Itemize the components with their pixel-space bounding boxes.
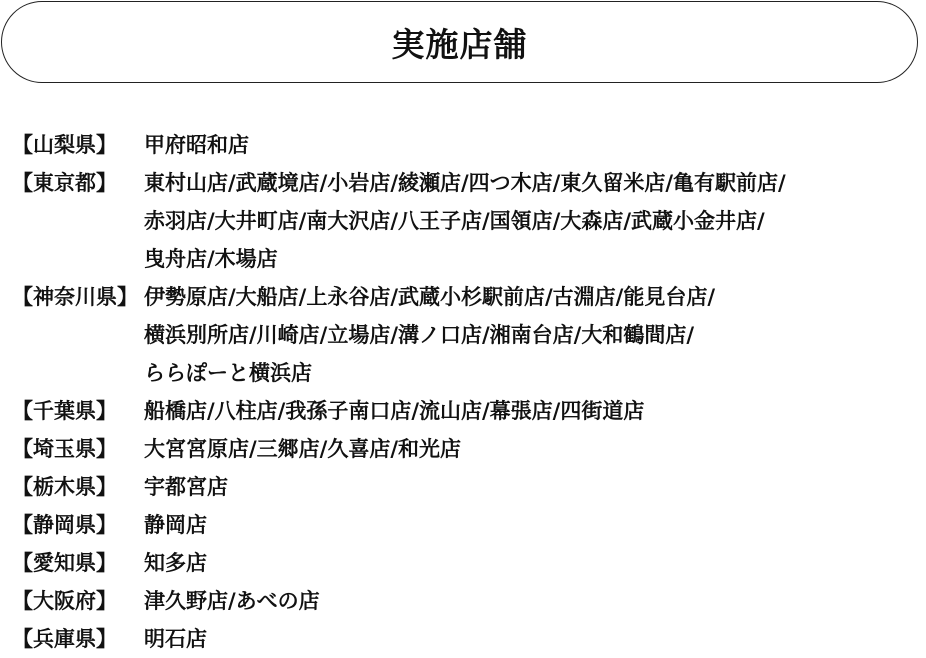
store-line: 静岡店 [144, 513, 207, 537]
title-banner [1, 1, 918, 83]
store-line: 横浜別所店/川崎店/立場店/溝ノ口店/湘南台店/大和鶴間店/ [144, 323, 695, 347]
store-names [144, 506, 924, 544]
region-row-yamanashi [12, 126, 924, 164]
store-names [144, 392, 924, 430]
store-line: 船橋店/八柱店/我孫子南口店/流山店/幕張店/四街道店 [144, 399, 645, 423]
store-names [144, 620, 924, 658]
store-names [144, 278, 924, 392]
prefecture-label: 【山梨県】 [12, 133, 117, 157]
store-line: 甲府昭和店 [144, 133, 249, 157]
prefecture-label: 【愛知県】 [12, 551, 117, 575]
store-list [12, 126, 924, 658]
region-row-hyogo [12, 620, 924, 658]
prefecture-label: 【静岡県】 [12, 513, 117, 537]
store-names [144, 126, 924, 164]
store-names [144, 468, 924, 506]
store-line: 明石店 [144, 627, 207, 651]
store-line: 東村山店/武蔵境店/小岩店/綾瀬店/四つ木店/東久留米店/亀有駅前店/ [144, 171, 786, 195]
prefecture-label: 【大阪府】 [12, 589, 117, 613]
prefecture-label: 【神奈川県】 [12, 285, 138, 309]
store-line: 津久野店/あべの店 [144, 589, 320, 613]
store-line: 赤羽店/大井町店/南大沢店/八王子店/国領店/大森店/武蔵小金井店/ [144, 209, 765, 233]
store-line: ららぽーと横浜店 [144, 361, 312, 385]
prefecture-label: 【千葉県】 [12, 399, 117, 423]
prefecture-label: 【兵庫県】 [12, 627, 117, 651]
region-row-saitama [12, 430, 924, 468]
region-row-chiba [12, 392, 924, 430]
region-row-aichi [12, 544, 924, 582]
region-row-kanagawa [12, 278, 924, 392]
store-names [144, 544, 924, 582]
store-names [144, 582, 924, 620]
prefecture-label: 【埼玉県】 [12, 437, 117, 461]
region-row-tochigi [12, 468, 924, 506]
store-names [144, 164, 924, 278]
prefecture-label: 【東京都】 [12, 171, 117, 195]
store-line: 伊勢原店/大船店/上永谷店/武蔵小杉駅前店/古淵店/能見台店/ [144, 285, 716, 309]
region-row-osaka [12, 582, 924, 620]
store-line: 大宮宮原店/三郷店/久喜店/和光店 [144, 437, 462, 461]
region-row-shizuoka [12, 506, 924, 544]
store-names [144, 430, 924, 468]
store-line: 宇都宮店 [144, 475, 228, 499]
region-row-tokyo [12, 164, 924, 278]
page-title: 実施店舗 [391, 24, 528, 64]
store-line: 曳舟店/木場店 [144, 247, 278, 271]
prefecture-label: 【栃木県】 [12, 475, 117, 499]
store-line: 知多店 [144, 551, 207, 575]
